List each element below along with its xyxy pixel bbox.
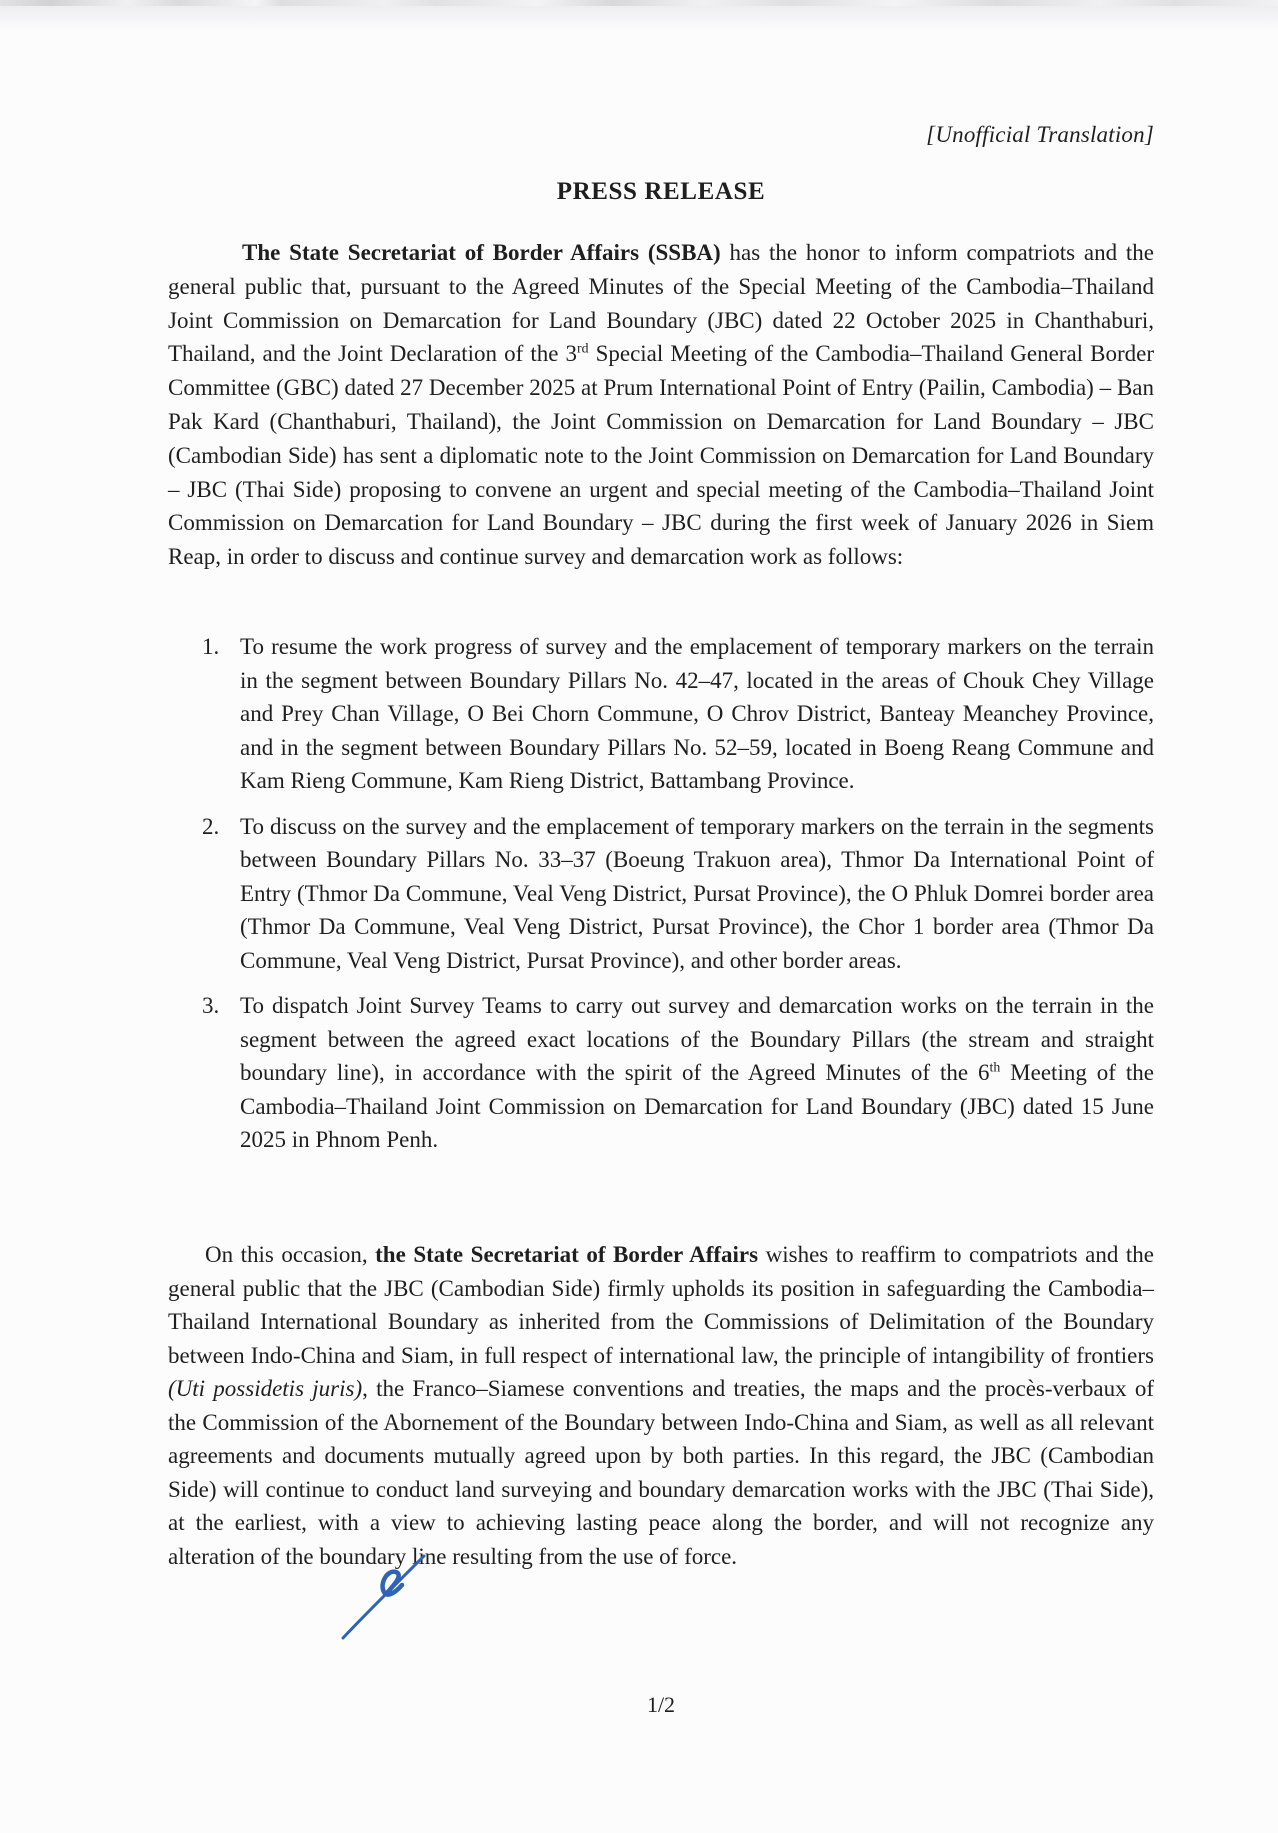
list-item-number: 3. <box>202 993 220 1018</box>
document-content <box>168 0 1154 1833</box>
intro-paragraph: The State Secretariat of Border Affairs (SSBA) has the honor to inform compatriots and the general public that, pursuant to the Agreed Minutes of the Special Meeting of the Cambodia–Thailand Joint Commission on Demarcation for Land Boundary (JBC) dated 22 October 2025 in Chanthaburi, Thailand, and the Joint Declaration of the 3rd Special Meeting of the Cambodia–Thailand General Border Committee (GBC) dated 27 December 2025 at Prum International Point of Entry (Pailin, Cambodia) – Ban Pak Kard (Chanthaburi, Thailand), the Joint Commission on Demarcation for Land Boundary – JBC (Cambodian Side) has sent a diplomatic note to the Joint Commission on Demarcation for Land Boundary – JBC (Thai Side) proposing to convene an urgent and special meeting of the Cambodia–Thailand Joint Commission on Demarcation for Land Boundary – JBC during the first week of January 2026 in Siem Reap, in order to discuss and continue survey and demarcation work as follows: <box>168 240 1154 570</box>
numbered-list <box>168 630 1154 1169</box>
list-item <box>168 630 1154 798</box>
list-item-text: To discuss on the survey and the emplacement of temporary markers on the terrain in the segments between Boundary Pillars No. 33–37 (Boeung Trakuon area), Thmor Da International Point of Entry (Thmor Da Commune, Veal Veng District, Pursat Province), the O Phluk Domrei border area (Thmor Da Commune, Veal Veng District, Pursat Province), the Chor 1 border area (Thmor Da Commune, Veal Veng District, Pursat Province), and other border areas. <box>240 813 1154 973</box>
list-item-number: 2. <box>202 813 220 839</box>
list-item-number: 1. <box>202 634 220 659</box>
list-item <box>168 989 1154 1157</box>
signature-stroke <box>343 1556 424 1638</box>
list-item <box>168 810 1154 978</box>
signature-ink <box>325 1543 435 1653</box>
list-item-text: To dispatch Joint Survey Teams to carry out survey and demarcation works on the terrain in the segment between the agreed exact locations of the Boundary Pillars (the stream and straight boundary line), in accordance with the spirit of the Agreed Minutes of the 6th Meeting of the Cambodia–Thailand Joint Commission on Demarcation for Land Boundary (JBC) dated 15 June 2025 in Phnom Penh. <box>240 993 1154 1152</box>
list-item-text: To resume the work progress of survey and the emplacement of temporary markers on the terrain in the segment between Boundary Pillars No. 42–47, located in the areas of Chouk Chey Village and Prey Chan Village, O Bei Chorn Commune, O Chrov District, Banteay Meanchey Province, and in the segment between Boundary Pillars No. 52–59, located in Boeng Reang Commune and Kam Rieng Commune, Kam Rieng District, Battambang Province. <box>240 634 1154 793</box>
signature-loop <box>383 1572 402 1595</box>
page-title: PRESS RELEASE <box>556 178 766 205</box>
page-number: 1/2 <box>646 1692 676 1717</box>
translation-note: [Unofficial Translation] <box>926 122 1154 147</box>
closing-paragraph: On this occasion, the State Secretariat of Border Affairs wishes to reaffirm to compatriots and the general public that the JBC (Cambodian Side) firmly upholds its position in safeguarding the Cambodia–Thailand International Boundary as inherited from the Commissions of Delimitation of the Boundary between Indo-China and Siam, in full respect of international law, the principle of intangibility of frontiers (Uti possidetis juris), the Franco–Siamese conventions and treaties, the maps and the procès-verbaux of the Commission of the Abornement of the Boundary between Indo-China and Siam, as well as all relevant agreements and documents mutually agreed upon by both parties. In this regard, the JBC (Cambodian Side) will continue to conduct land surveying and boundary demarcation works with the JBC (Thai Side), at the earliest, with a view to achieving lasting peace along the border, and will not recognize any alteration of the boundary line resulting from the use of force. <box>168 1242 1154 1569</box>
